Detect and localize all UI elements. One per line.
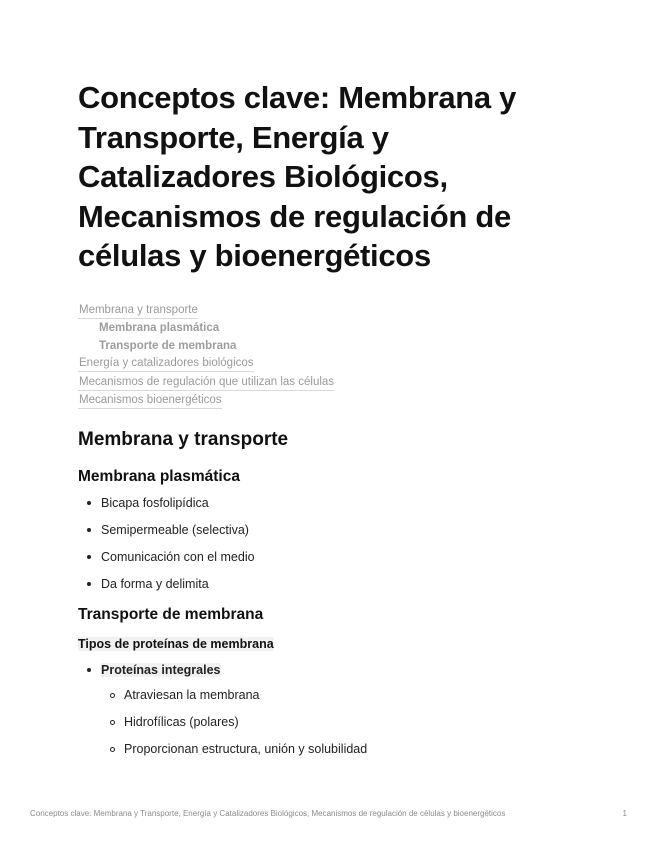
toc-link-membrana-y-transporte[interactable]: Membrana y transporte xyxy=(78,303,198,319)
subsection-heading-membrana-plasmatica: Membrana plasmática xyxy=(78,468,240,486)
list-item-proteinas-integrales xyxy=(78,662,578,757)
footer-title: Conceptos clave: Membrana y Transporte, Energía y Catalizadores Biológicos, Mecanismos de regulación de células y bioenergéticos xyxy=(30,809,506,818)
list-item: Atraviesan la membrana xyxy=(101,687,578,703)
list-item: Semipermeable (selectiva) xyxy=(78,522,578,538)
tipos-de-proteinas-text: Tipos de proteínas de membrana xyxy=(78,637,274,652)
membrana-plasmatica-list xyxy=(78,495,578,592)
subsection-heading-transporte-de-membrana: Transporte de membrana xyxy=(78,606,264,624)
page-title: Conceptos clave: Membrana y Transporte, Energía y Catalizadores Biológicos, Mecanismos de regulación de células y bioenergéticos xyxy=(78,80,517,273)
page-number: 1 xyxy=(622,809,627,818)
list-item: Bicapa fosfolipídica xyxy=(78,495,578,511)
minor-heading-tipos-de-proteinas xyxy=(78,636,578,652)
list-item: Comunicación con el medio xyxy=(78,549,578,565)
table-of-contents xyxy=(78,303,578,410)
list-item: Da forma y delimita xyxy=(78,576,578,592)
proteinas-integrales-sublist xyxy=(101,687,578,757)
toc-link-membrana-plasmatica[interactable]: Membrana plasmática xyxy=(99,322,220,335)
section-heading-membrana-y-transporte: Membrana y transporte xyxy=(78,429,289,451)
tipos-de-proteinas-list xyxy=(78,662,578,757)
toc-link-mecanismos-de-regulacion[interactable]: Mecanismos de regulación que utilizan las células xyxy=(78,375,334,391)
page-footer xyxy=(30,809,627,818)
toc-link-mecanismos-bioenergeticos[interactable]: Mecanismos bioenergéticos xyxy=(78,393,222,409)
toc-link-transporte-de-membrana[interactable]: Transporte de membrana xyxy=(99,339,237,352)
toc-link-energia-y-catalizadores[interactable]: Energía y catalizadores biológicos xyxy=(78,356,254,372)
document-page xyxy=(78,78,578,768)
proteinas-integrales-label: Proteínas integrales xyxy=(101,663,221,678)
list-item: Hidrofílicas (polares) xyxy=(101,714,578,730)
list-item: Proporcionan estructura, unión y solubilidad xyxy=(101,741,578,757)
